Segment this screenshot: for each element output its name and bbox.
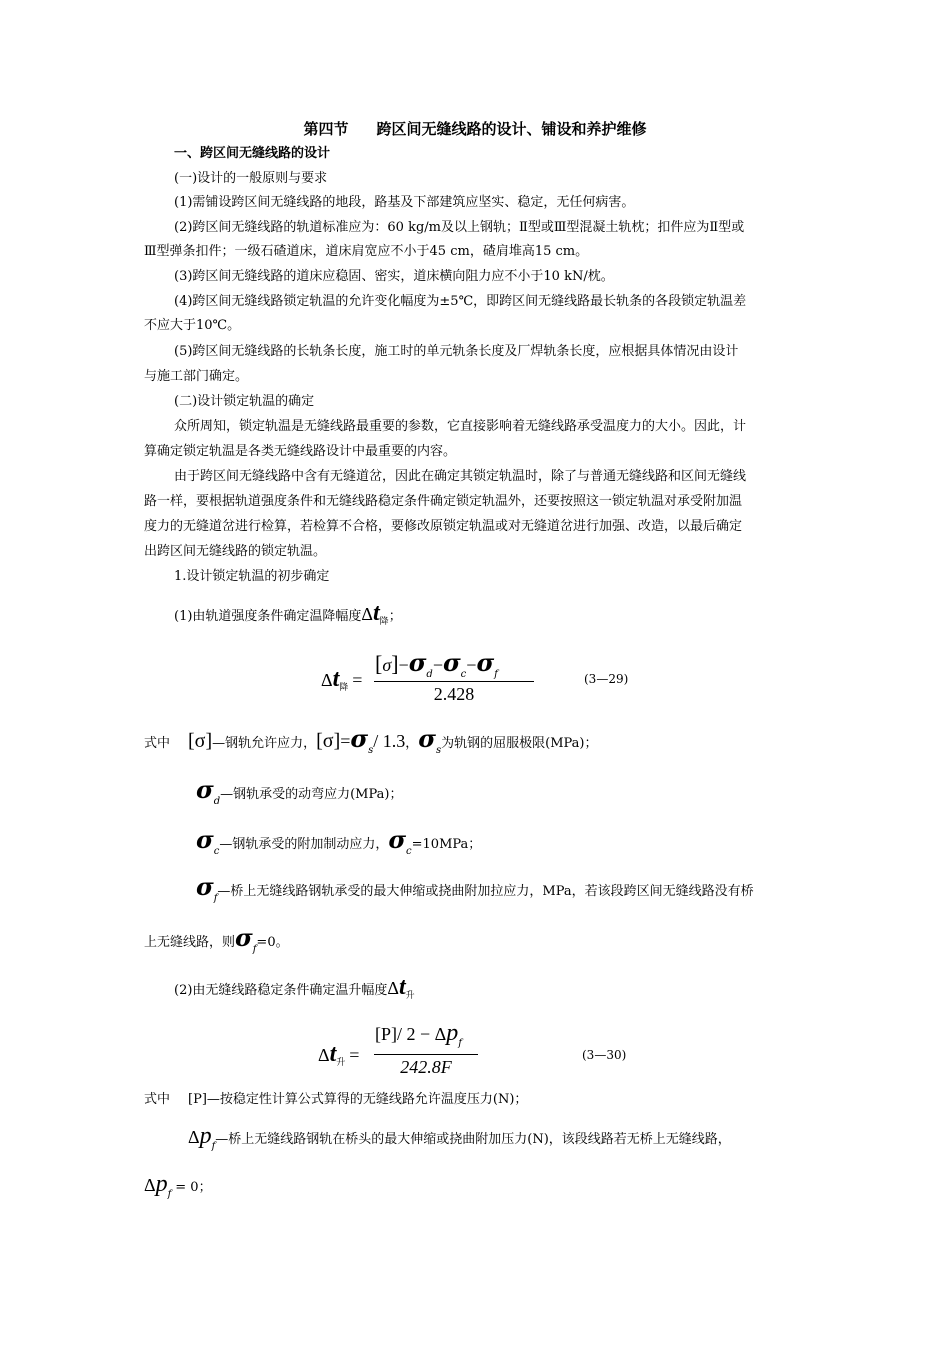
eq30-denominator: 242.8F	[400, 1057, 452, 1077]
heading-design: 一、跨区间无缝线路的设计	[174, 146, 331, 161]
where-sigma-d: $\sigma_d—$钢轨承受的动弯应力(MPa)；	[196, 775, 403, 807]
where-sigma-c: $\sigma_c—$钢轨承受的附加制动应力，$\sigma_c=10MPa$；	[196, 825, 482, 857]
subheading-principles: (一)设计的一般原则与要求	[174, 171, 328, 186]
where-delta-pf-value: $\Delta p_f = 0$；	[144, 1171, 212, 1200]
item-3: (3)跨区间无缝线路的道床应稳固、密实，道床横向阻力应不小于10 kN/枕。	[174, 269, 614, 284]
item-4-line1: (4)跨区间无缝线路锁定轨温的允许变化幅度为±5℃，即跨区间无缝线路最长轨条的各段锁定轨温差	[174, 294, 747, 309]
para-2-line1: 由于跨区间无缝线路中含有无缝道岔，因此在确定其锁定轨温时，除了与普通无缝线路和区间无缝线	[174, 469, 747, 484]
subheading-lock-temp: (二)设计锁定轨温的确定	[174, 394, 315, 409]
eq30-tag: (3—30)	[582, 1048, 627, 1062]
eq29-lhs: $\Delta t_降$ =	[321, 666, 363, 693]
para-1-line2: 算确定锁定轨温是各类无缝线路设计中最重要的内容。	[144, 444, 457, 459]
item-2-line2: Ⅲ型弹条扣件；一级石碴道床，道床肩宽应不小于45 cm，碴肩堆高15 cm。	[144, 244, 589, 259]
item-1: (1)需铺设跨区间无缝线路的地段，路基及下部建筑应坚实、稳定，无任何病害。	[174, 195, 635, 210]
where-allowable-pressure: 式中 [P]—按稳定性计算公式算得的无缝线路允许温度压力(N)；	[144, 1092, 528, 1107]
item-5-line2: 与施工部门确定。	[144, 369, 249, 384]
where-sigma-f: $\sigma_f—$桥上无缝线路钢轨承受的最大伸缩或挠曲附加拉应力，MPa，若该段跨区间无缝线路没有桥	[196, 872, 754, 904]
eq30-numerator: [P]/ $2 - \Delta p_f$	[375, 1020, 462, 1049]
step-1-heading: 1.设计锁定轨温的初步确定	[174, 569, 330, 584]
para-2-line2: 路一样，要根据轨道强度条件和无缝线路稳定条件确定锁定轨温外，还要按照这一锁定轨温对承受附加温	[144, 494, 743, 509]
section-name: 跨区间无缝线路的设计、铺设和养护维修	[376, 120, 647, 138]
eq29-denominator: 2.428	[433, 684, 475, 704]
stability-condition-line: (2)由无缝线路稳定条件确定温升幅度$\Delta t_升$	[174, 974, 415, 1001]
item-5-line1: (5)跨区间无缝线路的长轨条长度，施工时的单元轨条长度及厂焊轨条长度，应根据具体情况由设计	[174, 344, 739, 359]
section-title	[0, 118, 950, 139]
item-2-line1: (2)跨区间无缝线路的轨道标准应为：60 kg/m及以上钢轨；Ⅱ型或Ⅲ型混凝土轨枕；扣件应为Ⅱ型或	[174, 220, 745, 235]
where-delta-pf: $\Delta p_f—$桥上无缝线路钢轨在桥头的最大伸缩或挠曲附加压力(N)，该段线路若无桥上无缝线路，	[188, 1123, 731, 1152]
eq29-fraction-bar	[374, 681, 534, 682]
eq30-lhs: $\Delta t_升$ =	[318, 1041, 360, 1068]
eq29-numerator: $[\sigma]-\sigma_d-\sigma_c-\sigma_f$	[375, 648, 498, 680]
section-number: 第四节	[303, 120, 349, 138]
where-sigma-allow: 式中 [σ]—钢轨允许应力，$[\sigma]=\sigma_s/$ 1.3，$\sigma_s$为轨钢的屈服极限(MPa)；	[144, 724, 598, 756]
eq30-fraction-bar	[374, 1054, 478, 1055]
strength-condition-line: (1)由轨道强度条件确定温降幅度$\Delta t_降$；	[174, 600, 402, 627]
para-2-line3: 度力的无缝道岔进行检算，若检算不合格，要修改原锁定轨温或对无缝道岔进行加强、改造，以最后确定	[144, 519, 743, 534]
where-sigma-f-cont: 上无缝线路，则$\sigma_f=0$。	[144, 923, 289, 955]
eq29-tag: (3—29)	[584, 672, 629, 686]
item-4-line2: 不应大于10℃。	[144, 318, 241, 333]
para-1-line1: 众所周知，锁定轨温是无缝线路最重要的参数，它直接影响着无缝线路承受温度力的大小。因此，计	[174, 419, 747, 434]
para-2-line4: 出跨区间无缝线路的锁定轨温。	[144, 544, 327, 559]
